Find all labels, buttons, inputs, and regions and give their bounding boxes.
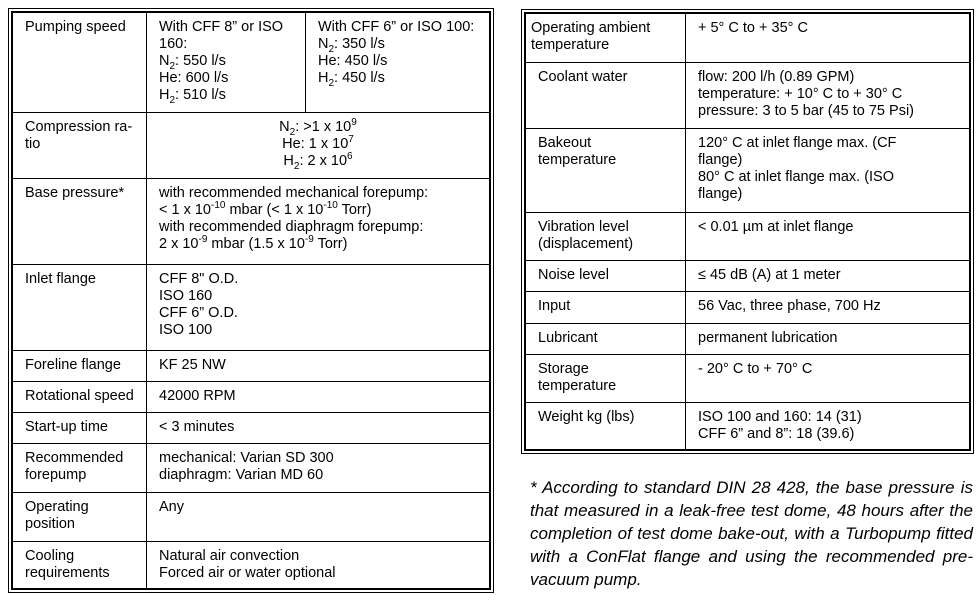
row-inlet-flange bbox=[12, 264, 490, 350]
cell-line: 120° C at inlet flange max. (CF bbox=[698, 134, 897, 151]
cell-line: He: 600 l/s bbox=[159, 70, 229, 86]
cell-line: Forced air or water optional bbox=[159, 564, 336, 581]
row-label: Compression ra-tio bbox=[12, 112, 147, 178]
inlet-flange-values bbox=[147, 264, 491, 350]
recommended-forepump-values bbox=[147, 443, 491, 492]
row-coolant-water bbox=[525, 62, 970, 128]
row-operating-position bbox=[12, 492, 490, 541]
row-compression-ratio bbox=[12, 112, 490, 178]
cell-line: mechanical: Varian SD 300 bbox=[159, 449, 334, 466]
row-noise-level bbox=[525, 260, 970, 291]
cell-value: ≤ 45 dB (A) at 1 meter bbox=[686, 260, 971, 291]
cell-line: with recommended mechanical forepump: bbox=[159, 184, 429, 201]
row-label: Noise level bbox=[525, 260, 686, 291]
cell-line: CFF 6” and 8”: 18 (39.6) bbox=[698, 425, 855, 442]
cell-value: < 0.01 µm at inlet flange bbox=[686, 212, 971, 260]
row-label: Start-up time bbox=[12, 412, 147, 443]
row-recommended-forepump bbox=[12, 443, 490, 492]
cell-value: 56 Vac, three phase, 700 Hz bbox=[686, 291, 971, 323]
row-vibration-level bbox=[525, 212, 970, 260]
row-label: Operating ambient temperature bbox=[525, 13, 686, 62]
cell-line: < 1 x $10^{-10}$ mbar (< 1 x $10^{-10}$ Torr) bbox=[159, 199, 372, 218]
cell-line: He: 450 l/s bbox=[318, 53, 388, 69]
row-lubricant bbox=[525, 323, 970, 354]
row-cooling bbox=[12, 541, 490, 589]
base-pressure-values bbox=[147, 178, 491, 264]
cell-value: - 20° C to + 70° C bbox=[686, 354, 971, 402]
row-label: Foreline flange bbox=[12, 350, 147, 381]
row-label: Rotational speed bbox=[12, 381, 147, 412]
cell-line: $N_2$: 550 l/s bbox=[159, 53, 226, 72]
row-label: Pumping speed bbox=[12, 12, 147, 112]
cell-value: permanent lubrication bbox=[686, 323, 971, 354]
row-label: Lubricant bbox=[525, 323, 686, 354]
row-label: Bakeout temperature bbox=[525, 128, 686, 212]
cell-value: Any bbox=[147, 492, 491, 541]
cell-line: ISO 160 bbox=[159, 287, 213, 304]
cell-line: $N_2$: 350 l/s bbox=[318, 36, 385, 55]
row-label: Storage temperature bbox=[525, 354, 686, 402]
cell-line: 80° C at inlet flange max. (ISO bbox=[698, 168, 894, 185]
cooling-values bbox=[147, 541, 491, 589]
cell-line: $H_2$: 2 x $10^6$ bbox=[283, 150, 353, 172]
compression-ratio-values bbox=[147, 112, 491, 178]
weight-values bbox=[686, 402, 971, 450]
cell-line: flange) bbox=[698, 185, 743, 202]
cell-line: $H_2$: 450 l/s bbox=[318, 70, 385, 89]
cell-heading: With CFF 8” or ISO 160: bbox=[159, 19, 284, 52]
cell-line: CFF 8" O.D. bbox=[159, 270, 239, 287]
cell-line: ISO 100 bbox=[159, 321, 213, 338]
row-label: Cooling requirements bbox=[12, 541, 147, 589]
cell-value: KF 25 NW bbox=[147, 350, 491, 381]
bakeout-values bbox=[686, 128, 971, 212]
cell-line: with recommended diaphragm forepump: bbox=[159, 218, 424, 235]
row-label: Base pressure* bbox=[12, 178, 147, 264]
row-label: Input bbox=[525, 291, 686, 323]
row-label: Recommended forepump bbox=[12, 443, 147, 492]
coolant-values bbox=[686, 62, 971, 128]
pumping-speed-cff6 bbox=[306, 12, 491, 112]
cell-line: $H_2$: 510 l/s bbox=[159, 87, 226, 106]
row-weight bbox=[525, 402, 970, 450]
row-label: Inlet flange bbox=[12, 264, 147, 350]
row-base-pressure bbox=[12, 178, 490, 264]
row-rotational-speed bbox=[12, 381, 490, 412]
row-pumping-speed bbox=[12, 12, 490, 112]
cell-line: He: 1 x $10^7$ bbox=[282, 133, 354, 152]
pumping-speed-cff8 bbox=[147, 12, 306, 112]
cell-line: pressure: 3 to 5 bar (45 to 75 Psi) bbox=[698, 102, 914, 119]
row-label: Coolant water bbox=[525, 62, 686, 128]
cell-line: $N_2$: >1 x $10^9$ bbox=[279, 116, 357, 138]
pump-specifications-table-left bbox=[11, 11, 491, 590]
row-foreline-flange bbox=[12, 350, 490, 381]
row-label: Vibration level (displacement) bbox=[525, 212, 686, 260]
row-storage-temperature bbox=[525, 354, 970, 402]
cell-line: ISO 100 and 160: 14 (31) bbox=[698, 408, 862, 425]
base-pressure-footnote: * According to standard DIN 28 428, the base pressure is that measured in a leak-free test dome, 48 hours after the completion of test dome bake-out, with a Turbopump fitted with a ConFlat flange and using the recommended pre-vacuum pump. bbox=[530, 478, 973, 589]
pump-specifications-table-right bbox=[524, 12, 971, 451]
row-input bbox=[525, 291, 970, 323]
cell-value: 42000 RPM bbox=[147, 381, 491, 412]
cell-value: + 5° C to + 35° C bbox=[686, 13, 971, 62]
row-bakeout-temperature bbox=[525, 128, 970, 212]
row-startup-time bbox=[12, 412, 490, 443]
cell-line: CFF 6” O.D. bbox=[159, 304, 238, 321]
cell-line: temperature: + 10° C to + 30° C bbox=[698, 85, 903, 102]
cell-line: 2 x $10^{-9}$ mbar (1.5 x $10^{-9}$ Torr) bbox=[159, 233, 348, 252]
cell-line: flow: 200 l/h (0.89 GPM) bbox=[698, 68, 855, 85]
row-label: Operating position bbox=[12, 492, 147, 541]
row-ambient-temperature bbox=[525, 13, 970, 62]
cell-value: < 3 minutes bbox=[147, 412, 491, 443]
cell-line: flange) bbox=[698, 151, 743, 168]
cell-line: diaphragm: Varian MD 60 bbox=[159, 466, 324, 483]
cell-heading: With CFF 6” or ISO 100: bbox=[318, 19, 475, 35]
cell-line: Natural air convection bbox=[159, 547, 300, 564]
row-label: Weight kg (lbs) bbox=[525, 402, 686, 450]
